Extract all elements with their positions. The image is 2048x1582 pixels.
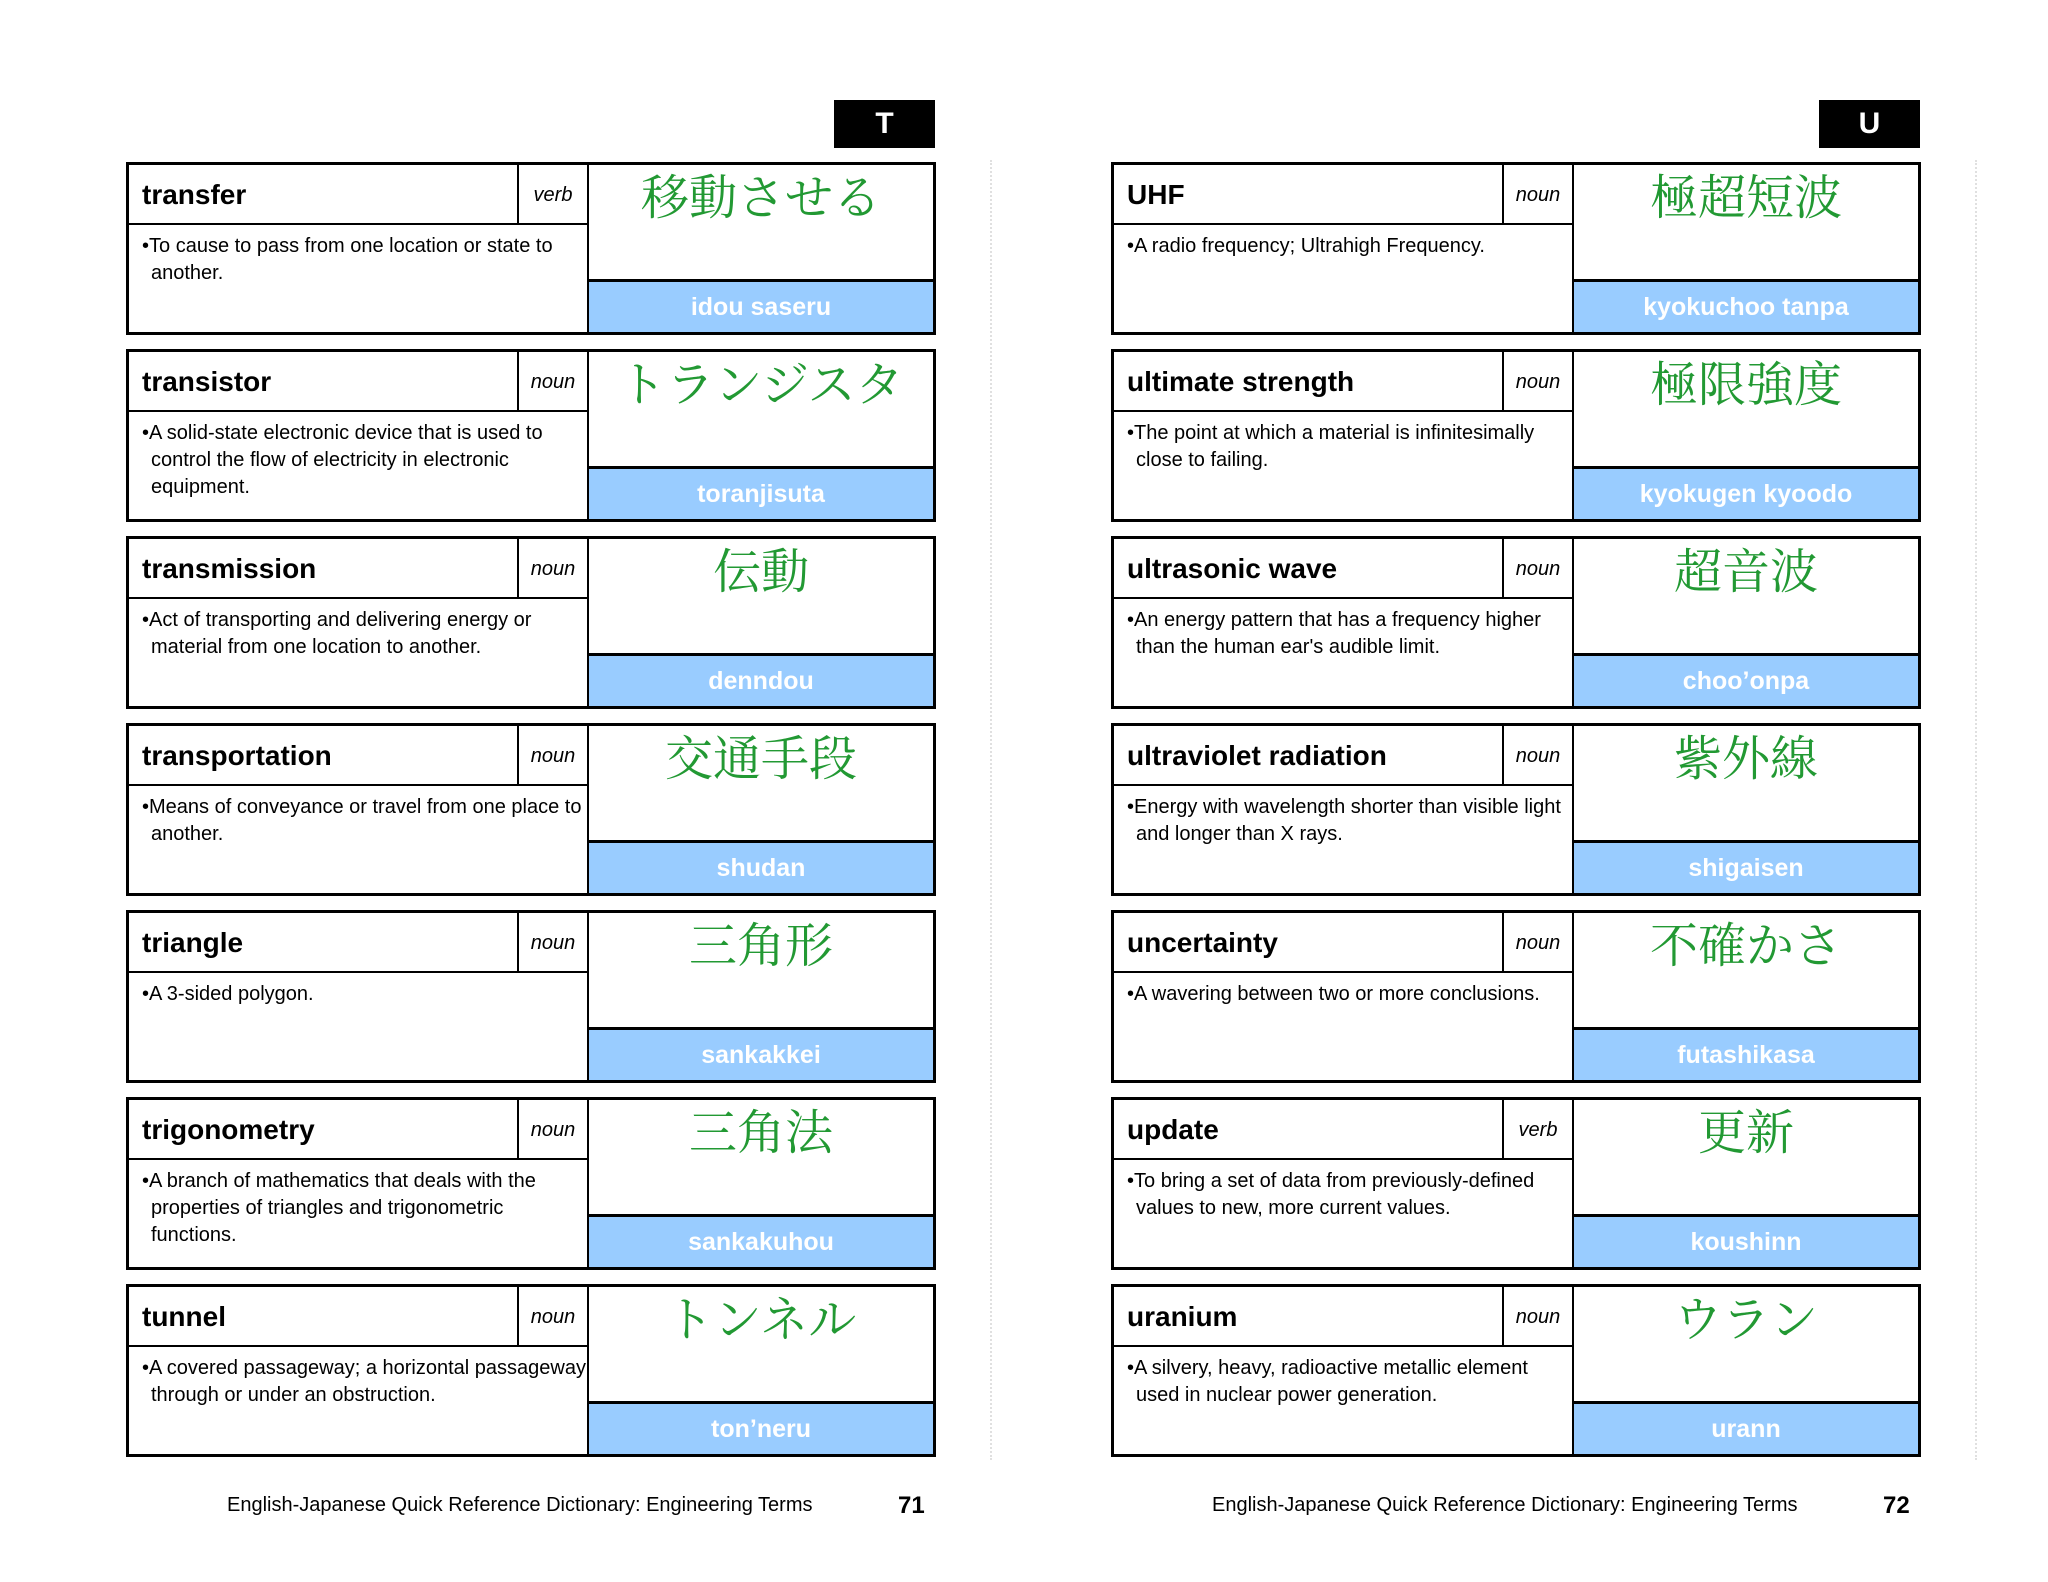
part-of-speech: noun [1502,726,1572,786]
japanese-term: 紫外線 [1673,731,1818,787]
japanese-term: 移動させる [640,170,881,226]
part-of-speech: verb [1502,1100,1572,1160]
romanization: sankakkei [587,1027,933,1080]
term-header [129,165,587,225]
romanization: sankakuhou [587,1214,933,1267]
romanization: kyokuchoo tanpa [1572,279,1918,332]
entry-list [1111,162,1921,1471]
japanese-term: 三角形 [688,918,833,974]
dictionary-entry [126,723,936,896]
term-header [129,913,587,973]
letter-tab: U [1819,100,1920,148]
dictionary-entry [1111,536,1921,709]
japanese-term: 三角法 [688,1105,833,1161]
japanese-term: トランジスタ [618,357,904,413]
japanese-cell [587,1287,933,1401]
page-number: 72 [1883,1492,1910,1519]
page-number: 71 [898,1492,925,1519]
part-of-speech: noun [1502,1287,1572,1347]
japanese-cell [587,539,933,653]
japanese-cell [587,1100,933,1214]
dictionary-entry [1111,1097,1921,1270]
dictionary-entry [126,910,936,1083]
definition: • To cause to pass from one location or state to another. [142,233,591,287]
japanese-term: トンネル [665,1292,857,1348]
part-of-speech: noun [517,539,587,599]
japanese-cell [1572,1100,1918,1214]
japanese-term: 交通手段 [664,731,857,787]
japanese-term: 極限強度 [1649,357,1842,413]
japanese-term: 超音波 [1673,544,1818,600]
dictionary-entry [126,349,936,522]
dictionary-entry [1111,349,1921,522]
definition: • A silvery, heavy, radioactive metallic element used in nuclear power generation. [1127,1355,1576,1409]
definition: • A 3-sided polygon. [142,981,591,1008]
term: tunnel [142,1301,226,1332]
term-header [1114,1100,1572,1160]
japanese-cell [587,913,933,1027]
term: transmission [142,553,317,584]
term-header [129,726,587,786]
dictionary-entry [126,1284,936,1457]
right-page [985,0,1985,1582]
footer-title: English-Japanese Quick Reference Dictionary: Engineering Terms [227,1494,813,1516]
definition: • A covered passageway; a horizontal passageway through or under an obstruction. [142,1355,591,1409]
dictionary-entry [1111,910,1921,1083]
japanese-cell [1572,913,1918,1027]
term: ultrasonic wave [1127,553,1338,584]
term: ultimate strength [1127,366,1355,397]
japanese-cell [1572,1287,1918,1401]
left-page [0,0,1000,1582]
romanization: urann [1572,1401,1918,1454]
part-of-speech: noun [517,726,587,786]
term: uranium [1127,1301,1238,1332]
japanese-cell [1572,726,1918,840]
term-header [1114,1287,1572,1347]
dictionary-entry [126,536,936,709]
definition: • A branch of mathematics that deals with the properties of triangles and trigonometric functions. [142,1168,591,1249]
dictionary-entry [1111,723,1921,896]
japanese-cell [1572,352,1918,466]
term-header [129,539,587,599]
romanization: idou saseru [587,279,933,332]
japanese-cell [1572,165,1918,279]
japanese-term: 極超短波 [1649,170,1842,226]
dictionary-entry [1111,1284,1921,1457]
term: transfer [142,179,247,210]
romanization: toranjisuta [587,466,933,519]
romanization: kyokugen kyoodo [1572,466,1918,519]
dictionary-entry [1111,162,1921,335]
japanese-term: 不確かさ [1649,918,1842,974]
part-of-speech: noun [517,1287,587,1347]
definition: • Energy with wavelength shorter than visible light and longer than X rays. [1127,794,1576,848]
definition: • A radio frequency; Ultrahigh Frequency. [1127,233,1576,260]
part-of-speech: noun [1502,352,1572,412]
term-header [1114,539,1572,599]
dictionary-entry [126,1097,936,1270]
japanese-term: 伝動 [712,544,809,600]
definition: • A solid-state electronic device that is used to control the flow of electricity in electronic equipment. [142,420,591,501]
romanization: futashikasa [1572,1027,1918,1080]
definition: • Means of conveyance or travel from one place to another. [142,794,591,848]
romanization: koushinn [1572,1214,1918,1267]
term: triangle [142,927,244,958]
japanese-cell [587,165,933,279]
romanization: ton’neru [587,1401,933,1454]
term-header [1114,726,1572,786]
romanization: shigaisen [1572,840,1918,893]
term-header [1114,352,1572,412]
term: UHF [1127,179,1185,210]
term-header [129,1287,587,1347]
part-of-speech: noun [1502,913,1572,973]
part-of-speech: noun [517,352,587,412]
letter-tab: T [834,100,935,148]
definition: • An energy pattern that has a frequency higher than the human ear's audible limit. [1127,607,1576,661]
part-of-speech: noun [1502,165,1572,225]
japanese-term: 更新 [1697,1105,1794,1161]
term: update [1127,1114,1219,1145]
entry-list [126,162,936,1471]
romanization: choo’onpa [1572,653,1918,706]
romanization: shudan [587,840,933,893]
term: uncertainty [1127,927,1278,958]
part-of-speech: verb [517,165,587,225]
japanese-cell [587,726,933,840]
definition: • The point at which a material is infinitesimally close to failing. [1127,420,1576,474]
footer-title: English-Japanese Quick Reference Dictionary: Engineering Terms [1212,1494,1798,1516]
dictionary-entry [126,162,936,335]
term: trigonometry [142,1114,315,1145]
term: transistor [142,366,272,397]
definition: • A wavering between two or more conclusions. [1127,981,1576,1008]
part-of-speech: noun [1502,539,1572,599]
term-header [129,352,587,412]
japanese-cell [1572,539,1918,653]
term-header [129,1100,587,1160]
page-edge-divider [1975,160,1977,1460]
japanese-term: ウラン [1673,1292,1818,1348]
japanese-cell [587,352,933,466]
definition: • Act of transporting and delivering energy or material from one location to another. [142,607,591,661]
part-of-speech: noun [517,1100,587,1160]
term-header [1114,913,1572,973]
term: transportation [142,740,332,771]
term-header [1114,165,1572,225]
definition: • To bring a set of data from previously-defined values to new, more current values. [1127,1168,1576,1222]
term: ultraviolet radiation [1127,740,1387,771]
part-of-speech: noun [517,913,587,973]
romanization: denndou [587,653,933,706]
